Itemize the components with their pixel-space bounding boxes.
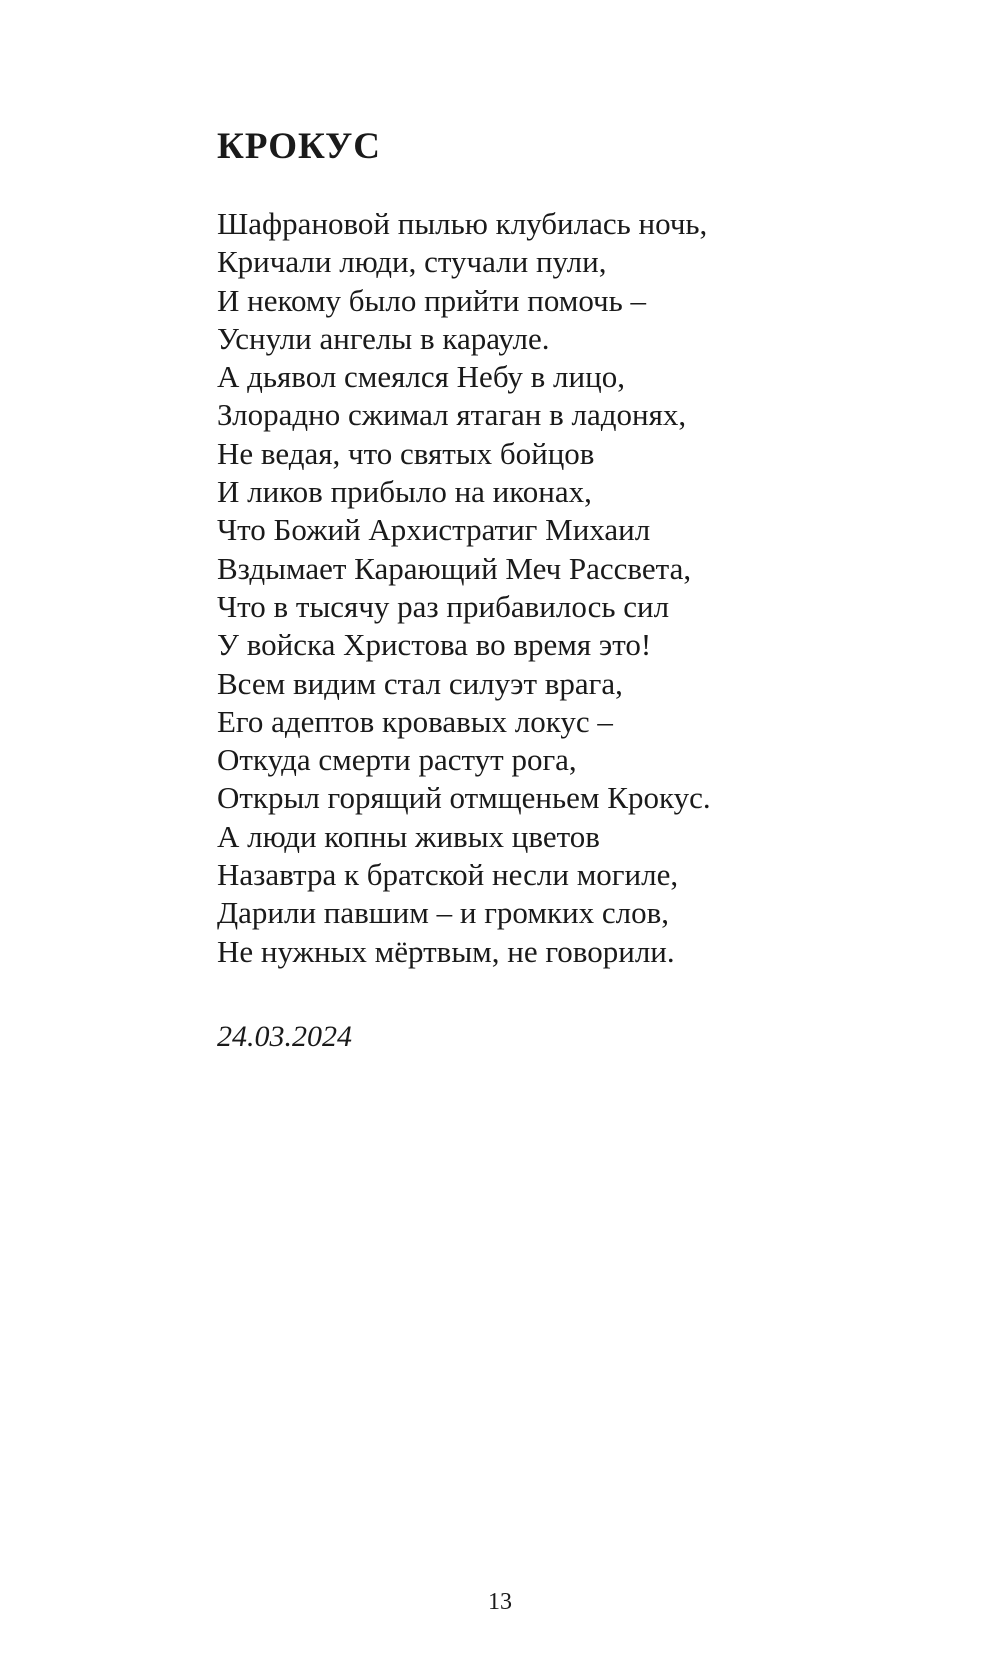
poem-line: Кричали люди, стучали пули, bbox=[217, 244, 607, 280]
poem-line: Дарили павшим – и громких слов, bbox=[217, 895, 669, 931]
poem-line: Что Божий Архистратиг Михаил bbox=[217, 512, 651, 548]
poem-line: И некому было прийти помочь – bbox=[217, 282, 647, 318]
page-number: 13 bbox=[488, 1589, 512, 1615]
poem-line: Шафрановой пылью клубилась ночь, bbox=[217, 206, 708, 241]
poem-line: А дьявол смеялся Небу в лицо, bbox=[217, 359, 625, 395]
poem-line: У войска Христова во время это! bbox=[217, 627, 652, 663]
poem-date: 24.03.2024 bbox=[217, 1020, 352, 1053]
poem-line: Не нужных мёртвым, не говорили. bbox=[217, 933, 675, 969]
poem-line: А люди копны живых цветов bbox=[217, 818, 600, 854]
poem-line: Не ведая, что святых бойцов bbox=[217, 435, 595, 471]
poem-line: Назавтра к братской несли могиле, bbox=[217, 857, 679, 893]
poem-line: Уснули ангелы в карауле. bbox=[217, 320, 550, 356]
poem-line: И ликов прибыло на иконах, bbox=[217, 474, 592, 510]
poem-line: Откуда смерти растут рога, bbox=[217, 742, 577, 778]
poem-line: Что в тысячу раз прибавилось сил bbox=[217, 588, 670, 624]
poem-stanza bbox=[217, 205, 711, 971]
poem-title: КРОКУС bbox=[217, 126, 381, 167]
poem-line: Его адептов кровавых локус – bbox=[217, 703, 613, 739]
poem-line: Всем видим стал силуэт врага, bbox=[217, 665, 623, 701]
poem-line: Вздымает Карающий Меч Рассвета, bbox=[217, 550, 692, 586]
poem-line: Открыл горящий отмщеньем Крокус. bbox=[217, 780, 711, 816]
poem-line: Злорадно сжимал ятаган в ладонях, bbox=[217, 397, 687, 433]
